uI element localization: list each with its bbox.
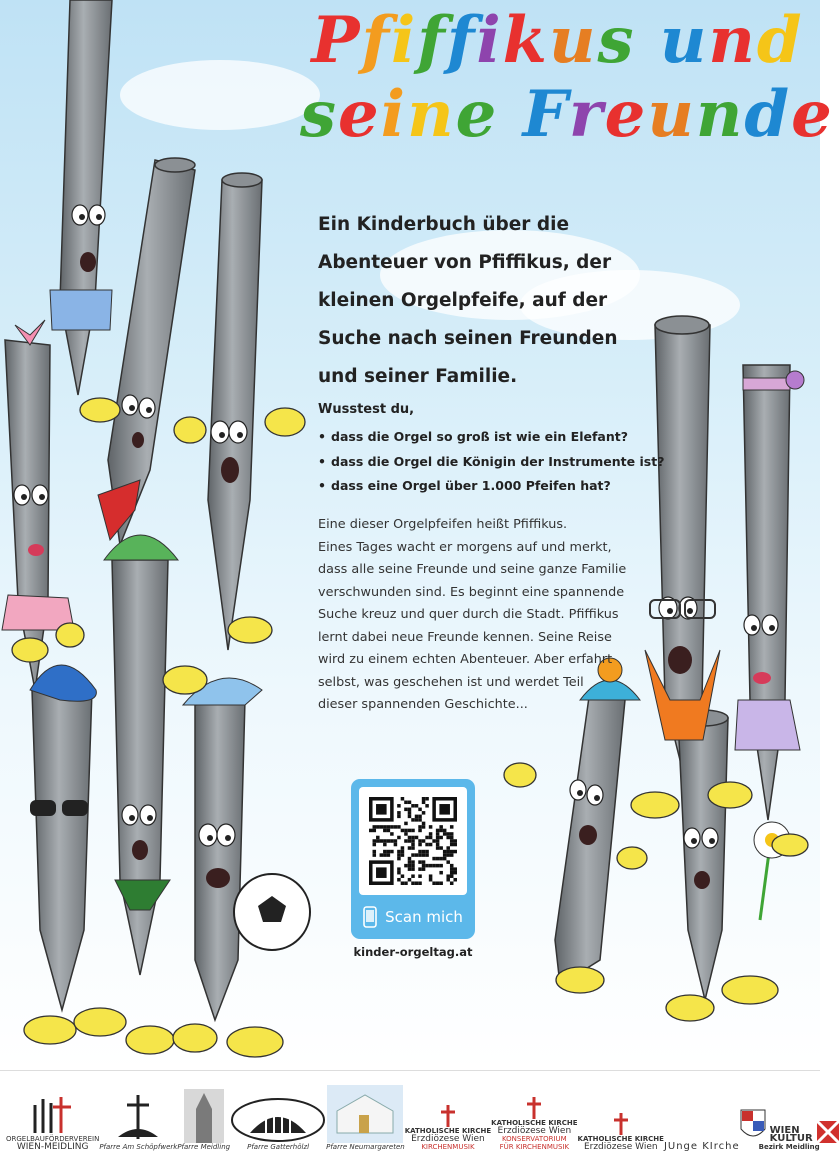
story-line: Eine dieser Orgelpfeifen heißt Pfiffikus. <box>318 517 568 532</box>
lead-line: Suche nach seinen Freunden <box>318 328 618 349</box>
logo-wien-kultur: WIEN KULTUR Bezirk Meidling <box>740 1081 839 1151</box>
title-letter <box>636 3 660 78</box>
title-letter: f <box>446 3 477 78</box>
title-letter: n <box>695 77 745 152</box>
story-line: selbst, was geschehen ist und werdet Teil <box>318 674 584 690</box>
sponsor-logos <box>0 1072 820 1159</box>
logo-erzdioezese: KATHOLISCHE KIRCHE Erzdiözese Wien <box>578 1081 664 1151</box>
logo-pfarre-neumargareten: Pfarre Neumargareten <box>326 1081 405 1151</box>
title-letter: i <box>380 77 408 152</box>
fact-item: • dass eine Orgel über 1.000 Pfeifen hat? <box>318 474 664 499</box>
qr-code[interactable] <box>359 787 467 895</box>
title-letter: e <box>791 77 834 152</box>
coat-of-arms-icon <box>740 1109 766 1143</box>
organ-cross-icon <box>31 1095 75 1135</box>
story-line: lernt dabei neue Freunde kennen. Seine Reise <box>318 629 612 645</box>
qr-card[interactable] <box>351 779 475 939</box>
title-line-1 <box>300 4 815 78</box>
scan-button[interactable] <box>359 903 467 931</box>
title-letter: e <box>455 77 499 152</box>
title-letter: k <box>502 3 550 78</box>
poster-title <box>300 3 834 152</box>
fact-item: • dass die Orgel die Königin der Instrumente ist? <box>318 450 664 475</box>
church-dome-icon <box>230 1097 326 1143</box>
lead-line: Ein Kinderbuch über die <box>318 214 569 235</box>
story-line: Eines Tages wacht er morgens auf und merkt, <box>318 539 612 555</box>
facts-heading: Wusstest du, <box>318 402 415 417</box>
title-letter: P <box>311 3 362 78</box>
title-letter: f <box>361 3 391 78</box>
logo-junge-kirche: JUnge KIrche <box>663 1140 740 1152</box>
church-tower-icon <box>184 1089 224 1143</box>
title-letter: n <box>407 77 456 152</box>
title-letter: s <box>597 3 636 78</box>
story-line: Suche kreuz und quer durch die Stadt. Pfiffikus <box>318 607 619 622</box>
fact-item: • dass die Orgel so groß ist wie ein Elefant? <box>318 425 664 450</box>
title-letter: u <box>549 3 598 78</box>
logo-pfarre-meidling: Pfarre Meidling <box>177 1081 230 1151</box>
qr-code-image <box>369 797 457 885</box>
logo-pfarre-am-schoepfwerk: Pfarre Am Schöpfwerk <box>99 1081 177 1151</box>
title-letter: i <box>390 3 418 78</box>
cross-icon <box>440 1105 456 1127</box>
logo-konservatorium: KATHOLISCHE KIRCHE Erzdiözese Wien KONSERVATORIUM FÜR KIRCHENMUSIK <box>491 1081 577 1151</box>
wien-flag-icon <box>817 1121 839 1143</box>
title-letter: r <box>568 77 605 152</box>
scan-label: Scan mich <box>385 908 463 926</box>
cross-icon <box>526 1097 542 1119</box>
story-line: dieser spannenden Geschichte... <box>318 697 528 712</box>
phone-icon <box>363 906 377 928</box>
lead-line: und seiner Familie. <box>318 366 518 387</box>
intro-lead <box>318 206 648 396</box>
title-line-2 <box>300 77 834 152</box>
lead-line: kleinen Orgelpfeife, auf der <box>318 290 608 311</box>
title-letter: f <box>417 3 447 78</box>
story-line: wird zu einem echten Abenteuer. Aber erfahrt <box>318 652 613 667</box>
title-letter: s <box>300 77 339 152</box>
website-url[interactable]: kinder-orgeltag.at <box>353 945 473 959</box>
cross-icon <box>613 1113 629 1135</box>
lead-line: Abenteuer von Pfiffikus, der <box>318 252 612 273</box>
title-letter: e <box>604 77 648 152</box>
church-cross-icon <box>113 1093 163 1143</box>
title-letter: F <box>522 77 569 152</box>
title-letter: i <box>476 3 503 78</box>
title-letter: e <box>338 77 381 152</box>
logo-orgelbaufoerderverein: ORGELBAUFÖRDERVEREIN WIEN-MEIDLING <box>6 1081 99 1151</box>
logo-kirchenmusik: KATHOLISCHE KIRCHE Erzdiözese Wien KIRCHENMUSIK <box>405 1081 491 1151</box>
story-line: dass alle seine Freunde und seine ganze Familie <box>318 562 627 577</box>
logo-pfarre-gatterhoelzl: Pfarre Gatterhölzl <box>230 1081 326 1151</box>
facts-list <box>318 425 664 499</box>
title-letter: u <box>647 77 696 152</box>
footer-divider <box>0 1070 820 1071</box>
story-text <box>318 514 638 717</box>
title-letter: d <box>744 77 792 152</box>
church-building-icon <box>327 1085 403 1143</box>
title-letter <box>498 77 522 152</box>
title-letter: n <box>708 3 757 78</box>
title-letter: d <box>756 3 804 78</box>
story-line: verschwunden sind. Es beginnt eine spannende <box>318 584 625 600</box>
title-letter: u <box>659 3 709 78</box>
